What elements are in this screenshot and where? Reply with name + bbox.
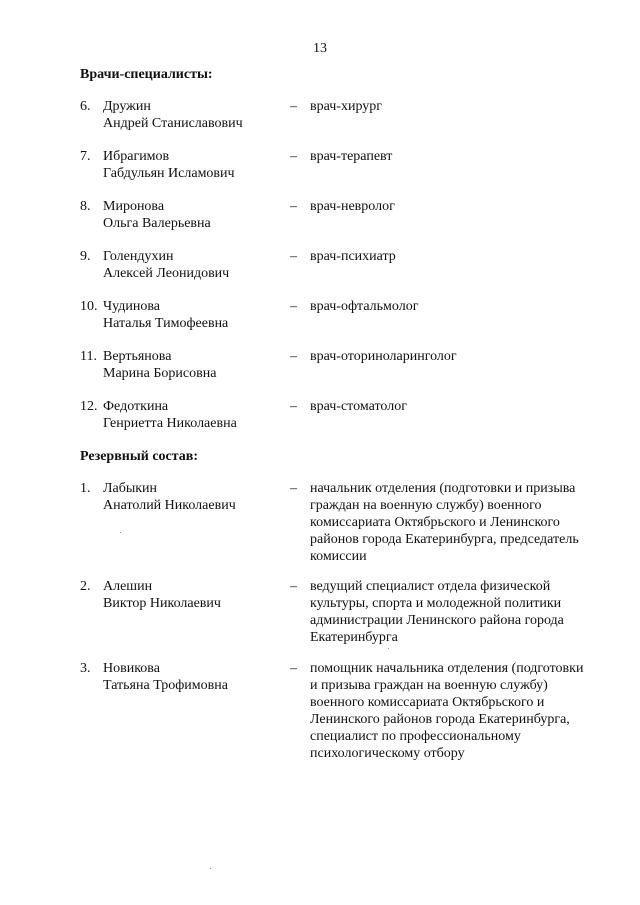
entry-name: Новикова Татьяна Трофимовна [103,661,228,693]
entry-dash: – [290,661,297,676]
entry-role: начальник отделения (подготовки и призыва граждан на военную службу) военного комиссариата Октябрьского и Ленинского районов города Екатеринбурга, председатель комиссии [310,481,579,564]
page-number: 13 [313,41,327,56]
doctors-heading: Врачи-специалисты: [80,67,213,82]
entry-dash: – [290,399,297,414]
entry-name: Дружин Андрей Станиславович [103,99,243,131]
entry-name: Алешин Виктор Николаевич [103,579,221,611]
entry-dash: – [290,99,297,114]
entry-name: Лабыкин Анатолий Николаевич [103,481,236,513]
entry-number: 8. [80,199,91,214]
entry-number: 6. [80,99,91,114]
entry-number: 3. [80,661,91,676]
entry-role: врач-офтальмолог [310,299,419,314]
entry-name: Миронова Ольга Валерьевна [103,199,211,231]
entry-dash: – [290,481,297,496]
entry-number: 2. [80,579,91,594]
entry-role: врач-стоматолог [310,399,407,414]
entry-number: 11. [80,349,97,364]
entry-dash: – [290,579,297,594]
entry-number: 7. [80,149,91,164]
entry-role: помощник начальника отделения (подготовки и призыва граждан на военную службу) военного комиссариата Октябрьского и Ленинского районов города Екатеринбурга, специалист по профессиональному психологическому отбору [310,661,584,761]
entry-role: врач-невролог [310,199,395,214]
entry-dash: – [290,199,297,214]
entry-role: врач-хирург [310,99,383,114]
scan-speck [388,648,389,649]
entry-dash: – [290,299,297,314]
entry-number: 12. [80,399,98,414]
scan-speck [120,532,121,533]
entry-number: 1. [80,481,91,496]
entry-name: Чудинова Наталья Тимофеевна [103,299,229,331]
entry-name: Вертьянова Марина Борисовна [103,349,217,381]
entry-name: Ибрагимов Габдульян Исламович [103,149,235,181]
entry-name: Федоткина Генриетта Николаевна [103,399,237,431]
entry-role: врач-оториноларинголог [310,349,457,364]
entry-dash: – [290,349,297,364]
entry-dash: – [290,249,297,264]
entry-name: Голендухин Алексей Леонидович [103,249,230,281]
entry-number: 9. [80,249,91,264]
entry-role: врач-терапевт [310,149,393,164]
reserve-heading: Резервный состав: [80,449,199,464]
entry-role: ведущий специалист отдела физической культуры, спорта и молодежной политики администрации Ленинского района города Екатеринбурга [310,579,564,645]
entry-role: врач-психиатр [310,249,396,264]
entry-number: 10. [80,299,98,314]
scan-speck [210,868,211,869]
entry-dash: – [290,149,297,164]
